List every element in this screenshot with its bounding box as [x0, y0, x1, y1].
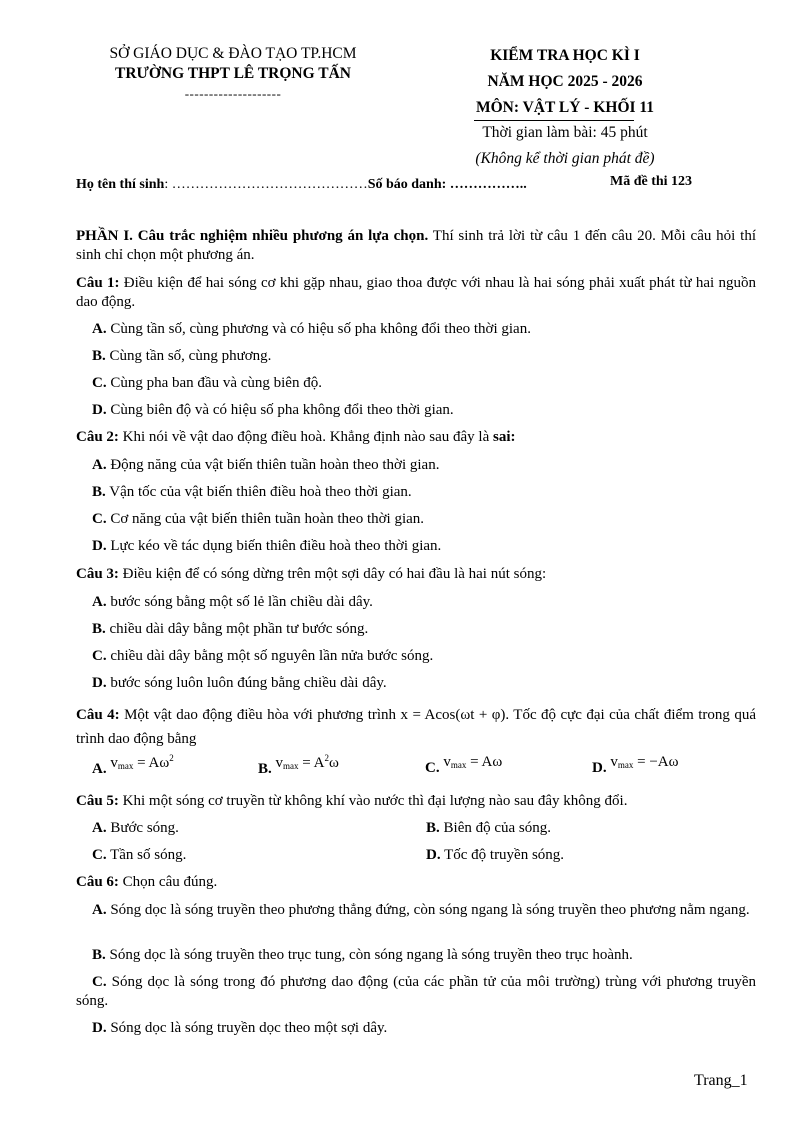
q1-option-b: B. Cùng tần số, cùng phương.: [92, 348, 272, 364]
q3-option-c: C. chiều dài dây bằng một số nguyên lần nửa bước sóng.: [92, 648, 434, 664]
student-id-label: Số báo danh: ……………..: [367, 177, 527, 192]
question-1: [76, 274, 756, 312]
part1-title: PHẦN I. Câu trắc nghiệm nhiều phương án lựa chọn.: [76, 228, 429, 244]
q1-option-d: D. Cùng biên độ và có hiệu số pha không đổi theo thời gian.: [92, 402, 454, 418]
q3-option-a: A. bước sóng bằng một số lẻ lần chiều dài dây.: [92, 594, 373, 610]
question-1-text: Điều kiện để hai sóng cơ khi gặp nhau, giao thoa được với nhau là hai sóng phải xuất phát từ hai nguồn dao động.: [76, 275, 757, 310]
question-2: [76, 428, 756, 447]
subject-underline: [474, 120, 634, 121]
duration-note: (Không kể thời gian phát đề): [475, 150, 655, 167]
q6-option-c: C. Sóng dọc là sóng trong đó phương dao động (của các phần tử của môi trường) trùng với phương truyền sóng.: [76, 974, 756, 1009]
question-5-label: Câu 5:: [76, 793, 119, 809]
q2-option-d: D. Lực kéo về tác dụng biến thiên điều hoà theo thời gian.: [92, 538, 442, 554]
q4-option-c: C. $v_{max} = A\omega$: [425, 754, 503, 776]
q6-option-b: B. Sóng dọc là sóng truyền theo trục tung, còn sóng ngang là sóng truyền theo trục hoành.: [92, 947, 633, 963]
q2-option-c: C. Cơ năng của vật biến thiên tuần hoàn theo thời gian.: [92, 511, 425, 527]
question-1-label: Câu 1:: [76, 275, 120, 291]
q2-option-a: A. Động năng của vật biến thiên tuần hoàn theo thời gian.: [92, 457, 440, 473]
exam-title: KIỂM TRA HỌC KÌ I: [490, 47, 640, 64]
q3-option-b: B. chiều dài dây bằng một phần tư bước sóng.: [92, 621, 369, 637]
q4-option-b-formula: $v_{max} = A^2\omega$: [275, 753, 339, 771]
q5-option-c: C. Tần số sóng.: [92, 847, 187, 863]
department-name: SỞ GIÁO DỤC & ĐÀO TẠO TP.HCM: [109, 45, 357, 62]
question-6-text: Chọn câu đúng.: [118, 874, 218, 890]
q1-option-a: A. Cùng tần số, cùng phương và có hiệu số pha không đổi theo thời gian.: [92, 321, 531, 337]
part1-heading: [76, 227, 756, 265]
question-6-label: Câu 6:: [76, 874, 119, 890]
q6-option-a: A. Sóng dọc là sóng truyền theo phương thẳng đứng, còn sóng ngang là sóng truyền theo phương nằm ngang.: [92, 902, 750, 918]
q3-option-d: D. bước sóng luôn luôn đúng bằng chiều dài dây.: [92, 675, 387, 691]
q5-option-d: D. Tốc độ truyền sóng.: [426, 847, 565, 863]
question-2-text: Khi nói về vật dao động điều hoà. Khẳng định nào sau đây là: [118, 429, 494, 445]
question-5-text: Khi một sóng cơ truyền từ không khí vào nước thì đại lượng nào sau đây không đổi.: [118, 793, 628, 809]
question-4-equation: x = Acos(ωt + φ): [400, 707, 506, 723]
student-name-label: Họ tên thí sinh: [76, 177, 165, 192]
part1-instruction: Thí sinh trả lời từ câu 1 đến câu 20. Mỗi câu hỏi thí sinh chỉ chọn một phương án.: [76, 228, 756, 263]
question-4: [76, 703, 756, 751]
student-info-line: [76, 176, 527, 194]
question-4-label: Câu 4:: [76, 707, 120, 723]
q4-option-a: A. $v_{max} = A\omega^2$: [92, 753, 174, 777]
q4-option-c-formula: $v_{max} = A\omega$: [443, 754, 503, 770]
q6-option-d: D. Sóng dọc là sóng truyền dọc theo một sợi dây.: [92, 1020, 388, 1036]
question-2-emphasis: sai:: [493, 429, 516, 445]
question-3-label: Câu 3:: [76, 566, 119, 582]
q1-option-c: C. Cùng pha ban đầu và cùng biên độ.: [92, 375, 322, 391]
question-5: [76, 792, 756, 811]
header-divider: --------------------: [184, 86, 282, 101]
question-6: [76, 873, 756, 892]
school-year: NĂM HỌC 2025 - 2026: [487, 73, 643, 90]
q5-option-b: B. Biên độ của sóng.: [426, 820, 551, 836]
q4-option-a-formula: $v_{max} = A\omega^2$: [110, 753, 174, 771]
exam-code: Mã đề thi 123: [610, 174, 693, 189]
q4-option-d-formula: $v_{max} = -A\omega$: [610, 754, 679, 770]
q4-option-b: B. $v_{max} = A^2\omega$: [258, 753, 339, 777]
question-4-text-2: . Tốc độ cực đại của chất điểm trong quá trình dao động bằng: [76, 707, 757, 747]
question-2-label: Câu 2:: [76, 429, 119, 445]
q5-option-a: A. Bước sóng.: [92, 820, 179, 836]
q4-option-d: D. $v_{max} = -A\omega$: [592, 754, 679, 776]
page-number: Trang_1: [694, 1072, 748, 1089]
question-3: [76, 565, 756, 584]
q2-option-b: B. Vận tốc của vật biến thiên điều hoà theo thời gian.: [92, 484, 412, 500]
subject-title: MÔN: VẬT LÝ - KHỐI 11: [475, 99, 655, 116]
question-3-text: Điều kiện để có sóng dừng trên một sợi dây có hai đầu là hai nút sóng:: [118, 566, 547, 582]
question-4-text-1: Một vật dao động điều hòa với phương trình: [119, 707, 401, 723]
school-name: TRƯỜNG THPT LÊ TRỌNG TẤN: [115, 65, 351, 82]
exam-duration: Thời gian làm bài: 45 phút: [482, 124, 648, 141]
student-name-field: : ……………………………………: [164, 177, 368, 192]
